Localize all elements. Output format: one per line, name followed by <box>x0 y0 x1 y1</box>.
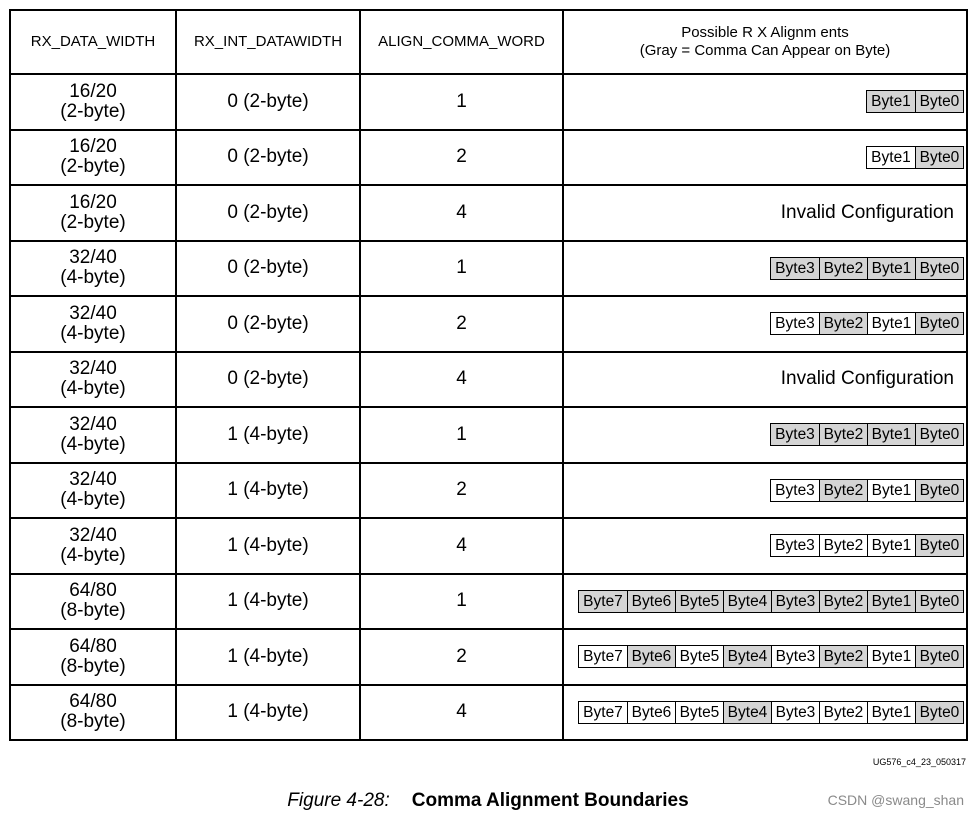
byte-box-comma: Byte0 <box>915 535 963 556</box>
byte-box: Byte7 <box>579 646 627 667</box>
byte-box-comma: Byte2 <box>819 591 867 612</box>
cell-align-comma-word: 4 <box>360 685 563 741</box>
byte-box: Byte6 <box>627 702 675 723</box>
caption-title: Comma Alignment Boundaries <box>411 790 689 811</box>
byte-box-comma: Byte1 <box>867 591 915 612</box>
data-width-bytes: (4-byte) <box>60 267 126 289</box>
cell-rx-int-datawidth: 1 (4-byte) <box>176 574 360 630</box>
byte-box: Byte1 <box>867 313 915 334</box>
cell-rx-data-width <box>10 629 176 685</box>
invalid-configuration-text: Invalid Configuration <box>780 201 954 223</box>
cell-rx-data-width <box>10 463 176 519</box>
cell-rx-data-width <box>10 130 176 186</box>
byte-box-comma: Byte2 <box>819 646 867 667</box>
data-width-value: 64/80 <box>69 635 117 657</box>
data-width-value: 16/20 <box>69 136 117 158</box>
cell-align-comma-word: 1 <box>360 241 563 297</box>
cell-align-comma-word: 4 <box>360 352 563 408</box>
data-width-bytes: (4-byte) <box>60 489 126 511</box>
byte-box-comma: Byte6 <box>627 591 675 612</box>
data-width-value: 32/40 <box>69 524 117 546</box>
byte-box: Byte5 <box>675 646 723 667</box>
table-row <box>10 629 967 685</box>
byte-box: Byte1 <box>867 480 915 501</box>
data-width-bytes: (2-byte) <box>60 156 126 178</box>
byte-alignment-group <box>578 701 964 724</box>
byte-alignment-group <box>770 312 964 335</box>
cell-possible-alignments <box>563 185 967 241</box>
byte-box-comma: Byte0 <box>915 591 963 612</box>
cell-rx-data-width <box>10 407 176 463</box>
cell-rx-data-width <box>10 241 176 297</box>
byte-alignment-group <box>866 146 964 169</box>
data-width-value: 64/80 <box>69 580 117 602</box>
data-width-bytes: (4-byte) <box>60 433 126 455</box>
cell-rx-int-datawidth: 1 (4-byte) <box>176 407 360 463</box>
cell-rx-data-width <box>10 518 176 574</box>
data-width-bytes: (8-byte) <box>60 655 126 677</box>
cell-rx-int-datawidth: 0 (2-byte) <box>176 296 360 352</box>
table-row <box>10 74 967 130</box>
byte-alignment-group <box>578 645 964 668</box>
header-alignments-line2: (Gray = Comma Can Appear on Byte) <box>639 42 891 59</box>
cell-rx-data-width <box>10 74 176 130</box>
cell-possible-alignments <box>563 518 967 574</box>
table-row <box>10 185 967 241</box>
byte-box: Byte5 <box>675 702 723 723</box>
byte-box-comma: Byte2 <box>819 258 867 279</box>
cell-possible-alignments <box>563 241 967 297</box>
byte-box-comma: Byte2 <box>819 480 867 501</box>
byte-box-comma: Byte3 <box>771 258 819 279</box>
byte-alignment-group <box>770 534 964 557</box>
cell-possible-alignments <box>563 74 967 130</box>
cell-rx-int-datawidth: 1 (4-byte) <box>176 629 360 685</box>
byte-box: Byte3 <box>771 702 819 723</box>
data-width-bytes: (4-byte) <box>60 378 126 400</box>
byte-box-comma: Byte0 <box>915 258 963 279</box>
byte-box-comma: Byte1 <box>867 258 915 279</box>
comma-alignment-table <box>9 9 968 741</box>
cell-align-comma-word: 2 <box>360 130 563 186</box>
byte-box-comma: Byte4 <box>723 702 771 723</box>
data-width-value: 64/80 <box>69 691 117 713</box>
byte-box-comma: Byte0 <box>915 646 963 667</box>
cell-rx-int-datawidth: 0 (2-byte) <box>176 241 360 297</box>
data-width-value: 16/20 <box>69 191 117 213</box>
byte-alignment-group <box>770 479 964 502</box>
data-width-bytes: (4-byte) <box>60 322 126 344</box>
byte-box-comma: Byte5 <box>675 591 723 612</box>
cell-align-comma-word: 2 <box>360 463 563 519</box>
byte-box-comma: Byte0 <box>915 147 963 168</box>
byte-box-comma: Byte7 <box>579 591 627 612</box>
data-width-value: 32/40 <box>69 469 117 491</box>
table-row <box>10 463 967 519</box>
cell-possible-alignments <box>563 407 967 463</box>
cell-possible-alignments <box>563 296 967 352</box>
header-rx-int-datawidth: RX_INT_DATAWIDTH <box>176 10 360 74</box>
data-width-bytes: (4-byte) <box>60 544 126 566</box>
figure-id: UG576_c4_23_050317 <box>872 757 966 767</box>
cell-rx-data-width <box>10 574 176 630</box>
table-header-row <box>10 10 967 74</box>
table-row <box>10 518 967 574</box>
cell-align-comma-word: 2 <box>360 629 563 685</box>
cell-align-comma-word: 2 <box>360 296 563 352</box>
byte-box-comma: Byte2 <box>819 424 867 445</box>
cell-rx-int-datawidth: 0 (2-byte) <box>176 185 360 241</box>
byte-box: Byte3 <box>771 313 819 334</box>
byte-box: Byte2 <box>819 535 867 556</box>
table-row <box>10 685 967 741</box>
byte-box: Byte2 <box>819 702 867 723</box>
cell-align-comma-word: 1 <box>360 407 563 463</box>
cell-possible-alignments <box>563 130 967 186</box>
byte-box-comma: Byte0 <box>915 313 963 334</box>
byte-box-comma: Byte0 <box>915 424 963 445</box>
watermark: CSDN @swang_shan <box>827 792 964 808</box>
byte-box-comma: Byte3 <box>771 424 819 445</box>
byte-box: Byte3 <box>771 480 819 501</box>
header-align-comma-word: ALIGN_COMMA_WORD <box>360 10 563 74</box>
invalid-configuration-text: Invalid Configuration <box>780 368 954 390</box>
data-width-value: 32/40 <box>69 302 117 324</box>
data-width-value: 32/40 <box>69 413 117 435</box>
cell-rx-int-datawidth: 0 (2-byte) <box>176 352 360 408</box>
table-row <box>10 407 967 463</box>
byte-box-comma: Byte3 <box>771 591 819 612</box>
byte-box-comma: Byte6 <box>627 646 675 667</box>
cell-align-comma-word: 4 <box>360 185 563 241</box>
cell-possible-alignments <box>563 629 967 685</box>
byte-alignment-group <box>770 257 964 280</box>
caption-label: Figure 4-28: <box>287 790 390 811</box>
byte-box-comma: Byte4 <box>723 646 771 667</box>
byte-box: Byte3 <box>771 535 819 556</box>
cell-rx-data-width <box>10 685 176 741</box>
cell-rx-data-width <box>10 185 176 241</box>
byte-box-comma: Byte0 <box>915 702 963 723</box>
header-rx-data-width: RX_DATA_WIDTH <box>10 10 176 74</box>
byte-alignment-group <box>866 90 964 113</box>
cell-rx-int-datawidth: 1 (4-byte) <box>176 685 360 741</box>
cell-align-comma-word: 4 <box>360 518 563 574</box>
table-row <box>10 296 967 352</box>
cell-possible-alignments <box>563 463 967 519</box>
byte-box: Byte1 <box>867 646 915 667</box>
cell-possible-alignments <box>563 574 967 630</box>
byte-box-comma: Byte1 <box>867 91 915 112</box>
data-width-bytes: (8-byte) <box>60 711 126 733</box>
cell-possible-alignments <box>563 685 967 741</box>
data-width-bytes: (2-byte) <box>60 211 126 233</box>
table-row <box>10 574 967 630</box>
byte-box-comma: Byte4 <box>723 591 771 612</box>
table-row <box>10 130 967 186</box>
byte-alignment-group <box>770 423 964 446</box>
table-row <box>10 241 967 297</box>
byte-box-comma: Byte2 <box>819 313 867 334</box>
cell-rx-int-datawidth: 0 (2-byte) <box>176 130 360 186</box>
cell-rx-int-datawidth: 1 (4-byte) <box>176 463 360 519</box>
byte-alignment-group <box>578 590 964 613</box>
byte-box: Byte1 <box>867 702 915 723</box>
data-width-bytes: (8-byte) <box>60 600 126 622</box>
byte-box: Byte7 <box>579 702 627 723</box>
byte-box-comma: Byte0 <box>915 480 963 501</box>
byte-box-comma: Byte1 <box>867 424 915 445</box>
data-width-value: 16/20 <box>69 80 117 102</box>
header-alignments-line1: Possible R X Alignm ents <box>681 24 849 41</box>
byte-box-comma: Byte0 <box>915 91 963 112</box>
cell-rx-data-width <box>10 296 176 352</box>
cell-align-comma-word: 1 <box>360 574 563 630</box>
cell-rx-int-datawidth: 1 (4-byte) <box>176 518 360 574</box>
data-width-value: 32/40 <box>69 247 117 269</box>
byte-box: Byte3 <box>771 646 819 667</box>
data-width-bytes: (2-byte) <box>60 100 126 122</box>
cell-rx-data-width <box>10 352 176 408</box>
cell-rx-int-datawidth: 0 (2-byte) <box>176 74 360 130</box>
data-width-value: 32/40 <box>69 358 117 380</box>
byte-box: Byte1 <box>867 535 915 556</box>
byte-box: Byte1 <box>867 147 915 168</box>
cell-possible-alignments <box>563 352 967 408</box>
header-possible-rx-alignments <box>563 10 967 74</box>
table-row <box>10 352 967 408</box>
cell-align-comma-word: 1 <box>360 74 563 130</box>
